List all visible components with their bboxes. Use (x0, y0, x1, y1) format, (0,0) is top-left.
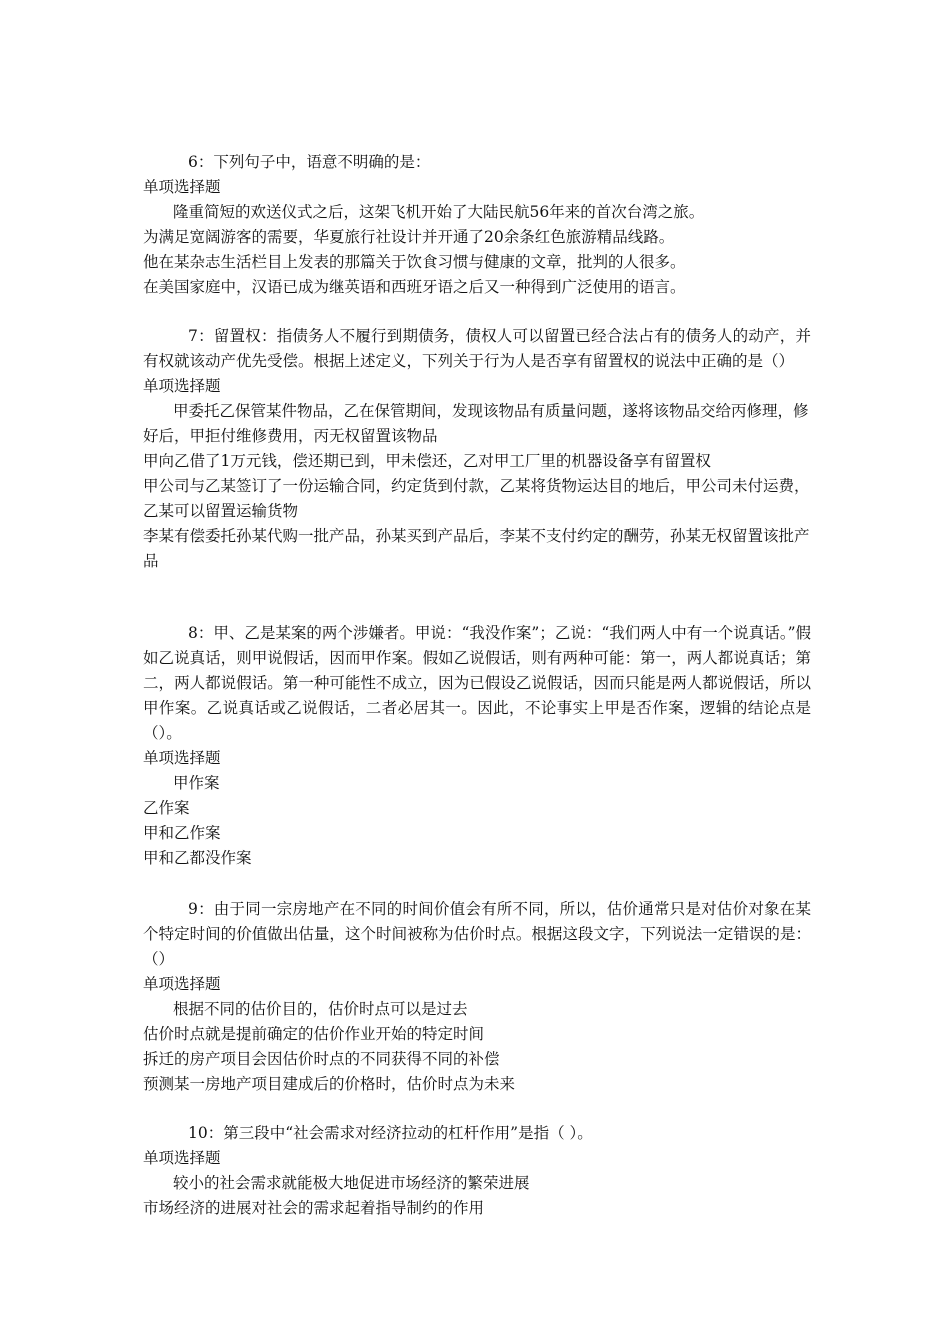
option: 拆迁的房产项目会因估价时点的不同获得不同的补偿 (143, 1050, 500, 1068)
question-type: 单项选择题 (143, 975, 221, 993)
question-type: 单项选择题 (143, 377, 221, 395)
question-type: 单项选择题 (143, 1149, 221, 1167)
option: 市场经济的进展对社会的需求起着指导制约的作用 (143, 1199, 485, 1217)
option: 隆重简短的欢送仪式之后，这架飞机开始了大陆民航56年来的首次台湾之旅。 (173, 203, 705, 221)
option: 较小的社会需求就能极大地促进市场经济的繁荣进展 (173, 1174, 530, 1192)
option: 甲和乙作案 (143, 824, 221, 842)
option: 甲公司与乙某签订了一份运输合同，约定货到付款，乙某将货物运达目的地后，甲公司未付运费，乙某可以留置运输货物 (143, 477, 810, 520)
question-type: 单项选择题 (143, 178, 221, 196)
question-stem: 7：留置权：指债务人不履行到期债务，债权人可以留置已经合法占有的债务人的动产，并有权就该动产优先受偿。根据上述定义，下列关于行为人是否享有留置权的说法中正确的是（） (143, 327, 811, 370)
option: 甲向乙借了1万元钱，偿还期已到，甲未偿还，乙对甲工厂里的机器设备享有留置权 (143, 452, 711, 470)
question-stem: 9：由于同一宗房地产在不同的时间价值会有所不同，所以，估价通常只是对估价对象在某个特定时间的价值做出估量，这个时间被称为估价时点。根据这段文字，下列说法一定错误的是：（） (143, 900, 811, 968)
question-6 (143, 150, 811, 300)
question-stem: 6：下列句子中，语意不明确的是： (188, 153, 431, 171)
question-10 (143, 1121, 811, 1221)
question-stem: 8：甲、乙是某案的两个涉嫌者。甲说：“我没作案”；乙说：“我们两人中有一个说真话。”假如乙说真话，则甲说假话，因而甲作案。假如乙说假话，则有两种可能：第一，两人都说真话；第二，两人都说假话。第一种可能性不成立，因为已假设乙说假话，因而只能是两人都说假话，所以甲作案。乙说真话或乙说假话，二者必居其一。因此，不论事实上甲是否作案，逻辑的结论点是（）。 (143, 624, 811, 742)
option: 为满足宽阔游客的需要，华夏旅行社设计并开通了20余条红色旅游精品线路。 (143, 228, 675, 246)
option: 估价时点就是提前确定的估价作业开始的特定时间 (143, 1025, 485, 1043)
question-8 (143, 621, 811, 871)
option: 预测某一房地产项目建成后的价格时，估价时点为未来 (143, 1075, 516, 1093)
option: 根据不同的估价目的，估价时点可以是过去 (173, 1000, 468, 1018)
option: 甲作案 (173, 774, 220, 792)
question-stem: 10：第三段中“社会需求对经济拉动的杠杆作用”是指（ ）。 (188, 1124, 593, 1142)
option: 乙作案 (143, 799, 190, 817)
option: 在美国家庭中，汉语已成为继英语和西班牙语之后又一种得到广泛使用的语言。 (143, 278, 686, 296)
question-type: 单项选择题 (143, 749, 221, 767)
option: 他在某杂志生活栏目上发表的那篇关于饮食习惯与健康的文章，批判的人很多。 (143, 253, 686, 271)
option: 甲和乙都没作案 (143, 849, 252, 867)
option: 李某有偿委托孙某代购一批产品，孙某买到产品后，李某不支付约定的酬劳，孙某无权留置该批产品 (143, 527, 810, 570)
question-7 (143, 324, 811, 574)
option: 甲委托乙保管某件物品，乙在保管期间，发现该物品有质量问题，遂将该物品交给丙修理，修好后，甲拒付维修费用，丙无权留置该物品 (143, 402, 809, 445)
question-9 (143, 897, 811, 1097)
